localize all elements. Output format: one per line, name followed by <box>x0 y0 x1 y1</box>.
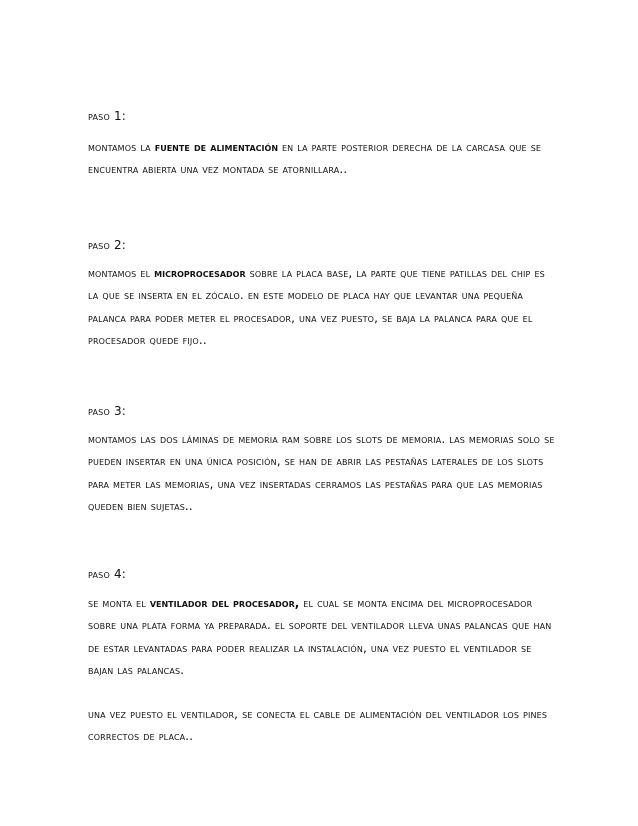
step-2-paragraph <box>88 262 558 352</box>
step-1-paragraph <box>88 136 558 181</box>
step-1-text-before: montamos la <box>88 140 155 154</box>
step-4-paragraph-2 <box>88 703 558 748</box>
step-1-highlight: fuente de alimentación <box>154 140 279 154</box>
step-4-text-2: una vez puesto el ventilador, se conecta el cable de alimentación del ventilador los pines correctos de placa.. <box>88 707 548 744</box>
step-4-paragraph-1 <box>88 592 558 682</box>
step-1-title: paso 1: <box>88 109 127 123</box>
step-2-title: paso 2: <box>88 238 127 252</box>
step-1-text-after: en la parte posterior derecha de la carcasa que se encuentra abierta una vez montada se atornillara.. <box>88 140 542 177</box>
document-page <box>88 0 558 826</box>
step-2-text-before: montamos el <box>88 266 155 280</box>
step-4-text-before: se monta el <box>88 596 150 610</box>
step-3-paragraph <box>88 428 558 518</box>
step-2-highlight: microprocesador <box>154 266 246 280</box>
step-4-highlight: ventilador del procesador, <box>149 596 300 610</box>
step-3-text: montamos las dos láminas de memoria ram sobre los slots de memoria. las memorias solo se pueden insertar en una única posición, se han de abrir las pestañas laterales de los slots para meter las memorias, una vez insertadas cerramos las pestañas para que las memorias queden bien sujetas.. <box>88 432 555 514</box>
step-4-text-after: el cual se monta encima del microprocesador sobre una plata forma ya preparada. el soporte del ventilador lleva unas palancas que han de estar levantadas para poder realizar la instalación, una vez puesto el ventilador se bajan las palancas. <box>88 596 552 678</box>
step-4-title: paso 4: <box>88 567 127 581</box>
step-2-text-after: sobre la placa base, la parte que tiene patillas del chip es la que se inserta en el zócalo. en este modelo de placa hay que levantar una pequeña palanca para poder meter el procesador, una vez puesto, se baja la palanca para que el procesador quede fijo.. <box>88 266 545 348</box>
step-3-title: paso 3: <box>88 404 127 418</box>
